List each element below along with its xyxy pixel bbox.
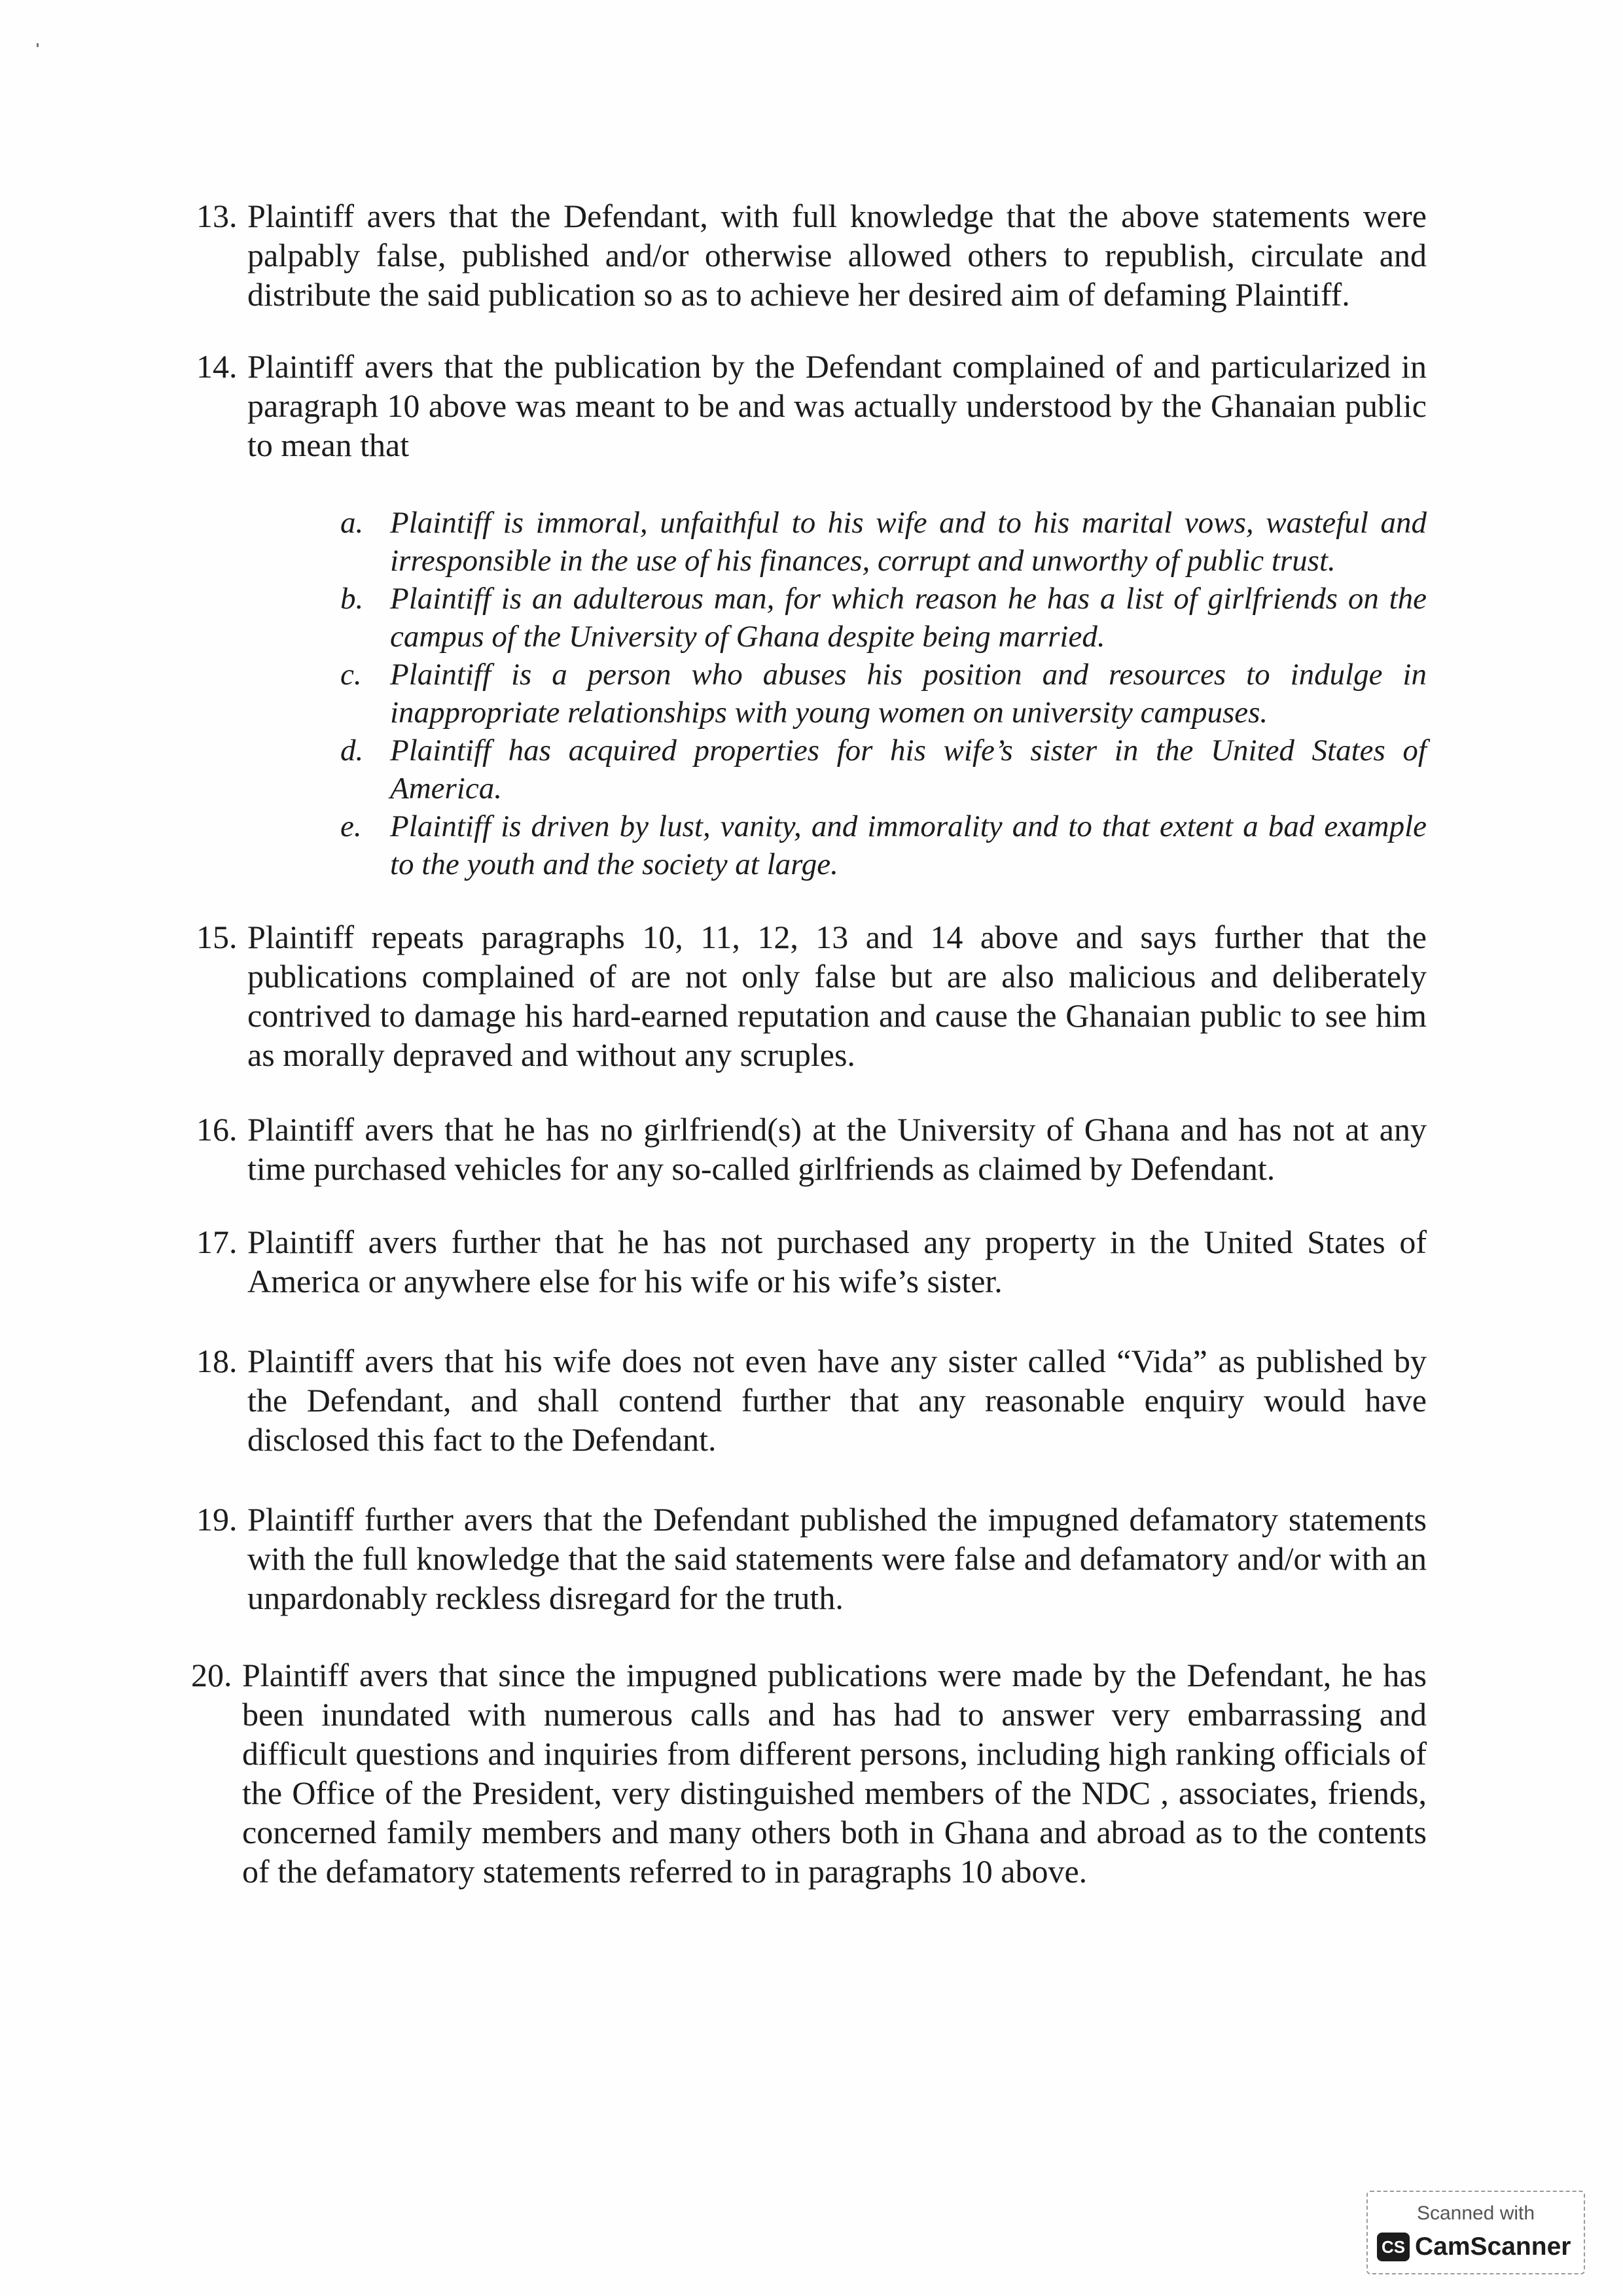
paragraph-number: 15. <box>196 919 238 955</box>
watermark-brand-name: CamScanner <box>1415 2233 1571 2261</box>
list-item-letter: d. <box>340 733 364 768</box>
list-item-letter: e. <box>340 809 362 843</box>
list-item <box>340 504 1427 580</box>
paragraph-number: 13. <box>196 198 238 234</box>
list-item-text: Plaintiff is an adulterous man, for which reason he has a list of girlfriends on the campus of the University of Ghana despite being married. <box>390 582 1427 654</box>
particulars-list <box>340 504 1427 883</box>
paragraph-text: Plaintiff repeats paragraphs 10, 11, 12, 13 and 14 above and says further that the publications complained of are not only false but are also malicious and deliberately contrived to damage his hard-earned reputation and cause the Ghanaian public to see him as morally depraved and without any scruples. <box>247 919 1427 1073</box>
camscanner-watermark <box>1366 2191 1585 2274</box>
paragraph-text: Plaintiff further avers that the Defendant published the impugned defamatory statements with the full knowledge that the said statements were false and defamatory and/or with an unpardonably reckless disregard for the truth. <box>247 1501 1427 1616</box>
paragraph-14 <box>196 347 1427 465</box>
list-item-text: Plaintiff is driven by lust, vanity, and immorality and to that extent a bad example to the youth and the society at large. <box>390 809 1427 881</box>
list-item <box>340 580 1427 656</box>
camscanner-logo-icon: CS <box>1377 2233 1410 2261</box>
paragraph-text: Plaintiff avers that he has no girlfriend(s) at the University of Ghana and has not at any time purchased vehicles for any so-called girlfriends as claimed by Defendant. <box>247 1111 1427 1187</box>
paragraph-text: Plaintiff avers that the Defendant, with full knowledge that the above statements were palpably false, published and/or otherwise allowed others to republish, circulate and distribute the said publication so as to achieve her desired aim of defaming Plaintiff. <box>247 198 1427 313</box>
paragraph-text: Plaintiff avers that his wife does not even have any sister called “Vida” as published by the Defendant, and shall contend further that any reasonable enquiry would have disclosed this fact to the Defendant. <box>247 1343 1427 1458</box>
watermark-caption: Scanned with <box>1416 2202 1535 2224</box>
paragraph-number: 14. <box>196 348 238 385</box>
scan-speck <box>37 43 39 47</box>
paragraph-18 <box>196 1341 1427 1459</box>
list-item <box>340 656 1427 732</box>
list-item-text: Plaintiff is immoral, unfaithful to his wife and to his marital vows, wasteful and irresponsible in the use of his finances, corrupt and unworthy of public trust. <box>390 506 1427 578</box>
paragraph-text: Plaintiff avers that since the impugned publications were made by the Defendant, he has been inundated with numerous calls and has had to answer very embarrassing and difficult questions and inquiries from different persons, including high ranking officials of the Office of the President, very distinguished members of the NDC , associates, friends, concerned family members and many others both in Ghana and abroad as to the contents of the defamatory statements referred to in paragraphs 10 above. <box>242 1657 1427 1890</box>
paragraph-16 <box>196 1110 1427 1188</box>
paragraph-number: 16. <box>196 1111 238 1148</box>
list-item <box>340 807 1427 883</box>
list-item-text: Plaintiff is a person who abuses his position and resources to indulge in inappropriate relationships with young women on university campuses. <box>390 658 1427 730</box>
paragraph-text: Plaintiff avers further that he has not purchased any property in the United States of America or anywhere else for his wife or his wife’s sister. <box>247 1224 1427 1299</box>
paragraph-number: 19. <box>196 1501 238 1538</box>
list-item-text: Plaintiff has acquired properties for his wife’s sister in the United States of America. <box>390 733 1427 805</box>
paragraph-number: 20. <box>191 1657 232 1693</box>
list-item-letter: c. <box>340 658 362 692</box>
paragraph-17 <box>196 1222 1427 1301</box>
list-item-letter: b. <box>340 582 364 616</box>
paragraph-number: 18. <box>196 1343 238 1379</box>
paragraph-number: 17. <box>196 1224 238 1260</box>
list-item <box>340 732 1427 807</box>
paragraph-20 <box>191 1655 1427 1891</box>
paragraph-text: Plaintiff avers that the publication by the Defendant complained of and particularized in paragraph 10 above was meant to be and was actually understood by the Ghanaian public to mean that <box>247 348 1427 463</box>
paragraph-13 <box>196 196 1427 314</box>
watermark-brand <box>1377 2233 1571 2261</box>
paragraph-19 <box>196 1500 1427 1617</box>
paragraph-15 <box>196 917 1427 1074</box>
list-item-letter: a. <box>340 506 364 540</box>
